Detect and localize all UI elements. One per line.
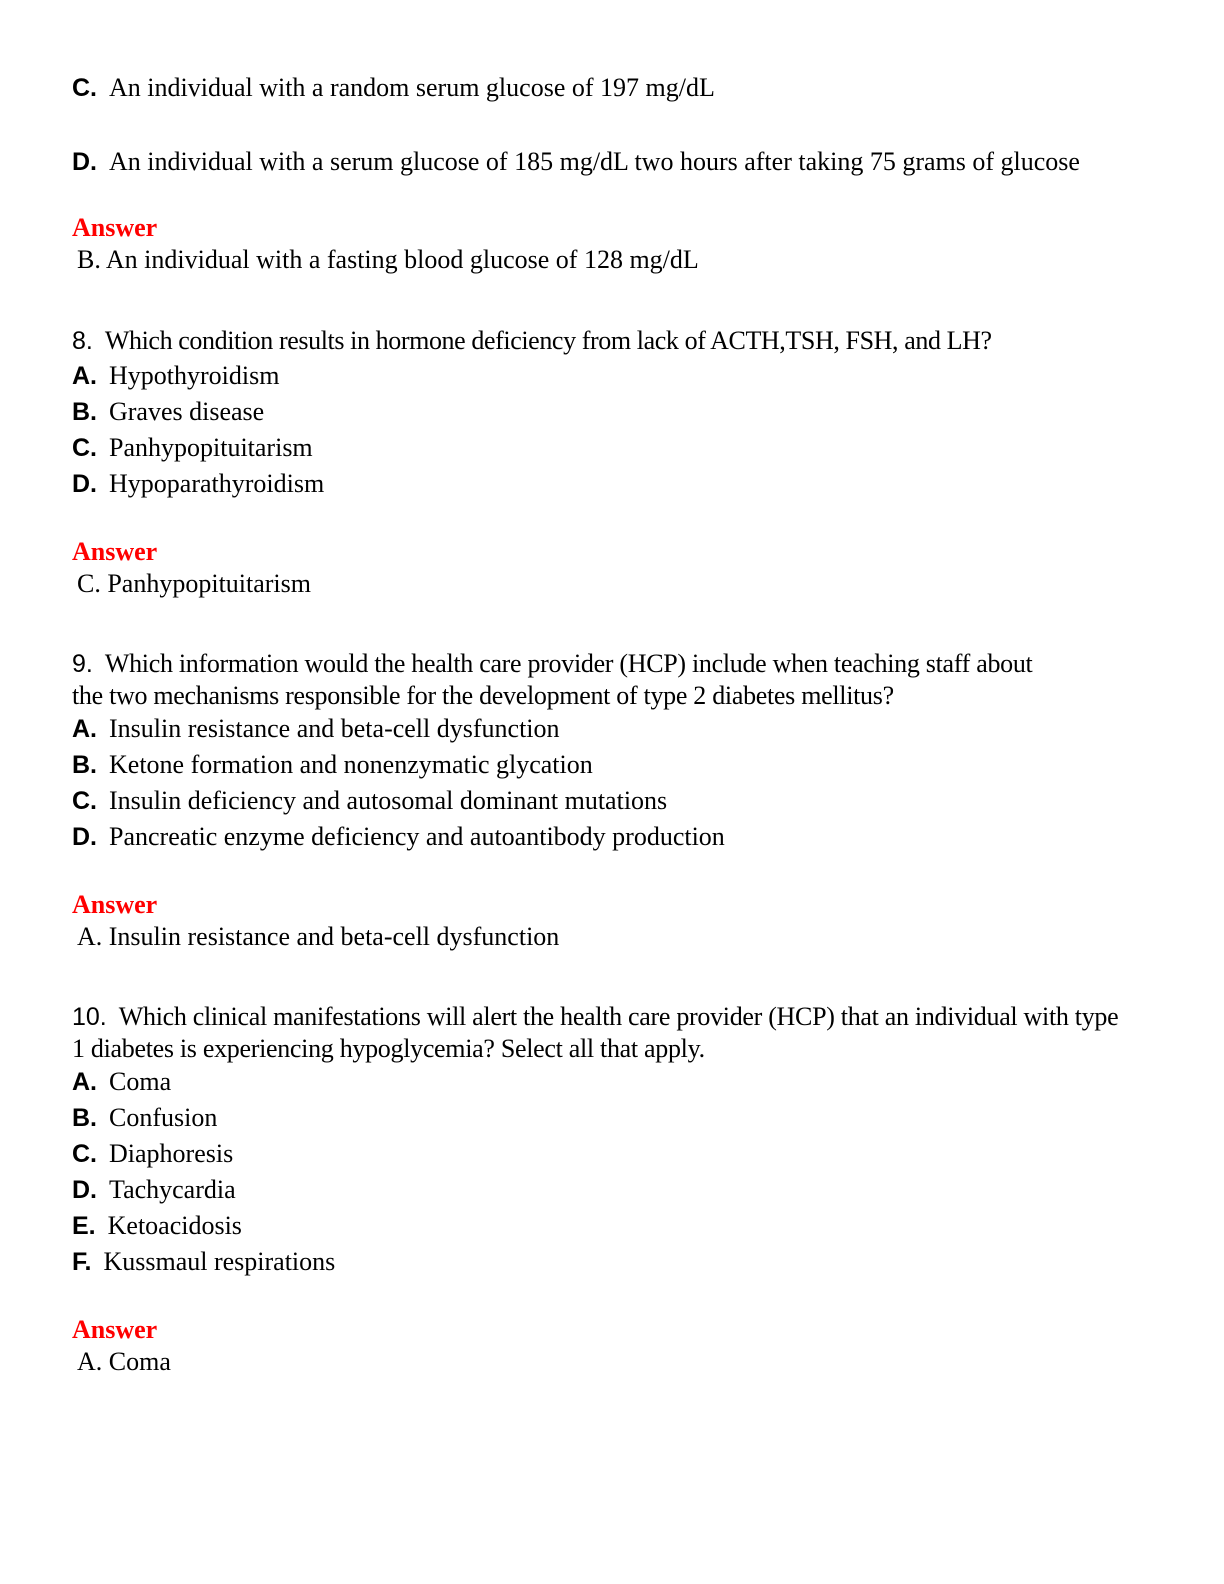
option-b xyxy=(72,394,1132,430)
option-text: Diaphoresis xyxy=(109,1139,234,1168)
option-a xyxy=(72,711,1132,747)
option-text: Tachycardia xyxy=(109,1175,236,1204)
document-page xyxy=(72,70,1132,1378)
option-text: Hypothyroidism xyxy=(109,361,280,390)
option-letter: B. xyxy=(72,751,97,779)
option-letter: C. xyxy=(72,434,97,462)
option-text: Confusion xyxy=(109,1103,218,1132)
option-a xyxy=(72,358,1132,394)
question-text: Which condition results in hormone deficiency from lack of ACTH,TSH, FSH, and LH? xyxy=(104,326,992,355)
option-text: Insulin deficiency and autosomal dominant mutations xyxy=(109,786,668,815)
question-number: 10. xyxy=(72,1003,107,1031)
option-d xyxy=(72,466,1132,502)
answer-text: A. Coma xyxy=(77,1347,171,1376)
option-d xyxy=(72,1172,1132,1208)
answer-text: B. An individual with a fasting blood glucose of 128 mg/dL xyxy=(77,245,699,274)
option-text: Coma xyxy=(109,1067,172,1096)
option-letter: B. xyxy=(72,1104,97,1132)
answer-label: Answer xyxy=(72,890,158,919)
option-letter: D. xyxy=(72,823,97,851)
option-letter: C. xyxy=(72,74,97,102)
option-d xyxy=(72,819,1132,855)
option-f xyxy=(72,1244,1132,1280)
option-letter: A. xyxy=(72,1068,97,1096)
option-letter: D. xyxy=(72,470,97,498)
question-stem xyxy=(72,1001,1122,1064)
question-9 xyxy=(72,648,1132,953)
option-c xyxy=(72,430,1132,466)
question-text: Which information would the health care provider (HCP) include when teaching staff about the two mechanisms responsible for the development of type 2 diabetes mellitus? xyxy=(72,649,1033,710)
option-letter: C. xyxy=(72,1140,97,1168)
question-stem xyxy=(72,324,1132,358)
option-c xyxy=(72,1136,1132,1172)
option-letter: D. xyxy=(72,148,97,176)
option-text: Panhypopituitarism xyxy=(109,433,313,462)
answer-text: C. Panhypopituitarism xyxy=(77,569,311,598)
option-text: An individual with a serum glucose of 185 mg/dL two hours after taking 75 grams of glucose xyxy=(109,147,1080,176)
question-10 xyxy=(72,1001,1132,1378)
option-text: Kussmaul respirations xyxy=(103,1247,336,1276)
option-letter: E. xyxy=(72,1212,96,1240)
option-letter: A. xyxy=(72,715,97,743)
answer-label: Answer xyxy=(72,1315,158,1344)
question-number: 8. xyxy=(72,327,93,355)
option-b xyxy=(72,1100,1132,1136)
option-text: Insulin resistance and beta-cell dysfunction xyxy=(109,714,560,743)
option-text: Ketone formation and nonenzymatic glycation xyxy=(109,750,593,779)
option-text: Pancreatic enzyme deficiency and autoantibody production xyxy=(109,822,725,851)
option-d xyxy=(72,146,1132,178)
question-8 xyxy=(72,324,1132,600)
answer-text: A. Insulin resistance and beta-cell dysfunction xyxy=(77,922,560,951)
answer-label: Answer xyxy=(72,213,158,242)
option-letter: A. xyxy=(72,362,97,390)
option-text: An individual with a random serum glucose of 197 mg/dL xyxy=(109,73,715,102)
option-a xyxy=(72,1064,1132,1100)
answer-label: Answer xyxy=(72,537,158,566)
option-text: Graves disease xyxy=(109,397,265,426)
option-c xyxy=(72,783,1132,819)
option-text: Ketoacidosis xyxy=(107,1211,242,1240)
question-number: 9. xyxy=(72,650,93,678)
option-letter: D. xyxy=(72,1176,97,1204)
option-e xyxy=(72,1208,1132,1244)
option-letter: C. xyxy=(72,787,97,815)
question-7-continuation xyxy=(72,70,1132,276)
option-text: Hypoparathyroidism xyxy=(109,469,325,498)
question-stem xyxy=(72,648,1052,711)
option-letter: B. xyxy=(72,398,97,426)
option-letter: F. xyxy=(72,1248,92,1276)
option-b xyxy=(72,747,1132,783)
question-text: Which clinical manifestations will alert the health care provider (HCP) that an individual with type 1 diabetes is experiencing hypoglycemia? Select all that apply. xyxy=(72,1002,1119,1063)
option-c xyxy=(72,70,1132,106)
